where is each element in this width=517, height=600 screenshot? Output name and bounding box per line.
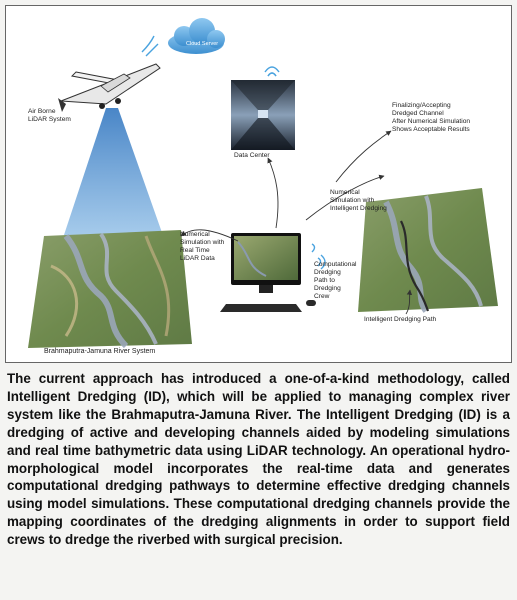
computational-dredging-label: Computational Dredging Path to Dredging Crew [314,261,357,300]
airborne-lidar-label: Air Borne LiDAR System [28,108,71,123]
finalizing-label: Finalizing/Accepting Dredged Channel After Numerical Simulation Shows Acceptable Results [392,102,471,133]
lidar-beam [61,108,166,244]
river-system-label: Brahmaputra-Jamuna River System [44,348,156,355]
airplane-icon [58,64,160,112]
cloud-server-label: Cloud Server [186,41,219,47]
intelligent-dredging-path-label: Intelligent Dredging Path [364,316,437,323]
caption-paragraph: The current approach has introduced a one-of-a-kind methodology, called Intelligent Dredging (ID), which will be applied to managing complex river system like the Brahmaputra-Jamuna River. The Intelligent Dredging (ID) is a dredging of active and developing channels aided by modeling simulations and real time bathymetric data using LiDAR technology. An operational hydro-morphological model incorporates the real-time data and generates computational dredging pathways to determine effective dredging channels using model simulations. These computational dredging channels provide the mapping coordinates of the dredging alignments in order to support field crews to dredge the riverbed with surgical precision. [7,371,510,548]
computer-icon [220,233,316,312]
numerical-lidar-label: Numerical Simulation with Real Time LiDAR Data [180,231,225,262]
river-terrain-left [28,230,192,348]
data-center-label: Data Center [234,152,270,159]
numerical-id-label: Numerical Simulation with Intelligent Dredging [330,189,387,212]
figure-illustration [6,6,511,362]
data-center-image [231,80,295,150]
figure-panel [5,5,512,363]
cloud-server-icon [168,18,225,54]
